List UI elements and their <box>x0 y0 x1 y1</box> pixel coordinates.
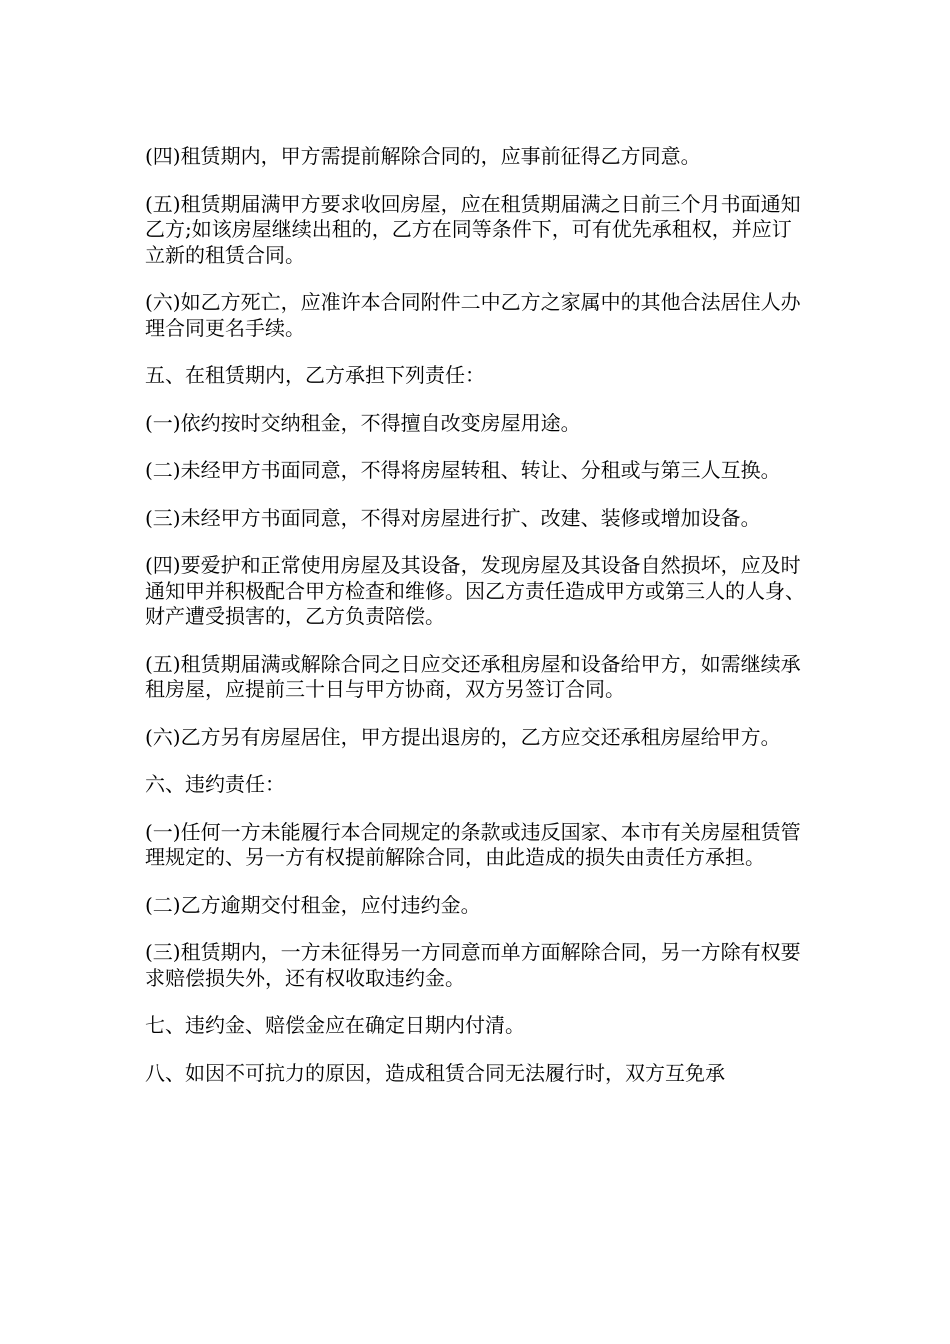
paragraph-pay-rent: (一)依约按时交纳租金，不得擅自改变房屋用途。 <box>145 410 581 435</box>
paragraph-unilateral-termination: (三)租赁期内，一方未征得另一方同意而单方面解除合同，另一方除有权要求赔偿损失外，还有权收取违约金。 <box>145 940 801 990</box>
section-heading-breach-liability: 六、违约责任： <box>145 772 285 796</box>
paragraph-no-renovation: (三)未经甲方书面同意，不得对房屋进行扩、改建、装修或增加设备。 <box>145 505 761 530</box>
section-heading-force-majeure: 八、如因不可抗力的原因，造成租赁合同无法履行时，双方互免承 <box>145 1060 725 1085</box>
section-heading-payment-deadline: 七、违约金、赔偿金应在确定日期内付清。 <box>145 1013 525 1037</box>
paragraph-maintenance: (四)要爱护和正常使用房屋及其设备，发现房屋及其设备自然损坏，应及时通知甲并积极配合甲方检查和维修。因乙方责任造成甲方或第三人的人身、财产遭受损害的，乙方负责陪偿。 <box>145 553 805 628</box>
document-body <box>145 144 810 1108</box>
paragraph-lease-expiry-notice: (五)租赁期届满甲方要求收回房屋，应在租赁期届满之日前三个月书面通知乙方;如该房屋继续出租的，乙方在同等条件下，可有优先承租权，并应订立新的租赁合同。 <box>145 191 801 267</box>
paragraph-return-property: (五)租赁期届满或解除合同之日应交还承租房屋和设备给甲方，如需继续承租房屋，应提前三十日与甲方协商，双方另签订合同。 <box>145 651 801 701</box>
paragraph-other-housing: (六)乙方另有房屋居住，甲方提出退房的，乙方应交还承租房屋给甲方。 <box>145 724 781 749</box>
paragraph-breach-termination: (一)任何一方未能履行本合同规定的条款或违反国家、本市有关房屋租赁管理规定的、另一方有权提前解除合同，由此造成的损失由责任方承担。 <box>145 819 801 869</box>
paragraph-tenant-death: (六)如乙方死亡，应准许本合同附件二中乙方之家属中的其他合法居住人办理合同更名手续。 <box>145 290 801 340</box>
section-heading-tenant-responsibilities: 五、在租赁期内，乙方承担下列责任： <box>145 363 485 387</box>
paragraph-landlord-early-termination: (四)租赁期内，甲方需提前解除合同的，应事前征得乙方同意。 <box>145 144 701 168</box>
paragraph-no-sublet: (二)未经甲方书面同意，不得将房屋转租、转让、分租或与第三人互换。 <box>145 458 781 482</box>
paragraph-late-rent-penalty: (二)乙方逾期交付租金，应付违约金。 <box>145 892 481 917</box>
